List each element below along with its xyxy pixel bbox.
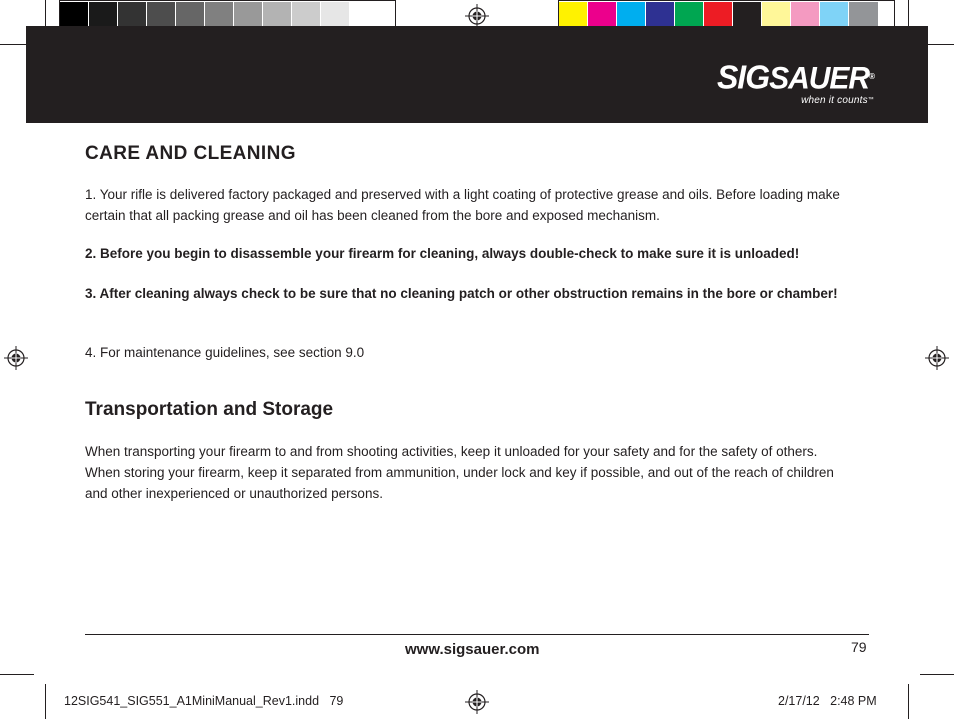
slug-filename: 12SIG541_SIG551_A1MiniManual_Rev1.indd 79 bbox=[64, 694, 344, 708]
registration-mark-icon bbox=[925, 346, 949, 370]
section-heading-care-cleaning: CARE AND CLEANING bbox=[85, 143, 296, 164]
care-item-1: 1. Your rifle is delivered factory packaged and preserved with a light coating of protective grease and oils. Before loading make certain that all packing grease and oil has been cleaned from the bore and exposed mechanism. bbox=[85, 187, 840, 223]
header-band bbox=[26, 26, 928, 123]
footer-divider bbox=[85, 634, 869, 635]
care-item-4: 4. For maintenance guidelines, see section 9.0 bbox=[85, 345, 365, 360]
logo-tagline: when it counts™ bbox=[801, 95, 874, 106]
registration-mark-icon bbox=[465, 690, 489, 714]
care-item-2: 2. Before you begin to disassemble your firearm for cleaning, always double-check to make sure it is unloaded! bbox=[85, 246, 800, 261]
footer-website: www.sigsauer.com bbox=[405, 641, 540, 658]
registration-mark-icon bbox=[465, 4, 489, 28]
page-number: 79 bbox=[851, 639, 867, 655]
crop-mark bbox=[908, 684, 909, 719]
transport-storage-body: When transporting your firearm to and from shooting activities, keep it unloaded for your safety and for the safety of others. When storing your firearm, keep it separated from ammunition, under lock and key if possible, and out of the reach of children and other inexperienced or unauthorized persons. bbox=[85, 444, 834, 501]
section-heading-transport-storage: Transportation and Storage bbox=[85, 399, 334, 420]
logo-wordmark: SIGSAUER® bbox=[716, 58, 874, 96]
crop-mark bbox=[45, 684, 46, 719]
slug-timestamp: 2/17/12 2:48 PM bbox=[778, 694, 877, 708]
care-item-3: 3. After cleaning always check to be sure that no cleaning patch or other obstruction remains in the bore or chamber! bbox=[85, 286, 838, 301]
sig-sauer-logo bbox=[716, 58, 874, 106]
registration-mark-icon bbox=[4, 346, 28, 370]
crop-mark bbox=[0, 674, 34, 675]
crop-mark bbox=[920, 674, 954, 675]
